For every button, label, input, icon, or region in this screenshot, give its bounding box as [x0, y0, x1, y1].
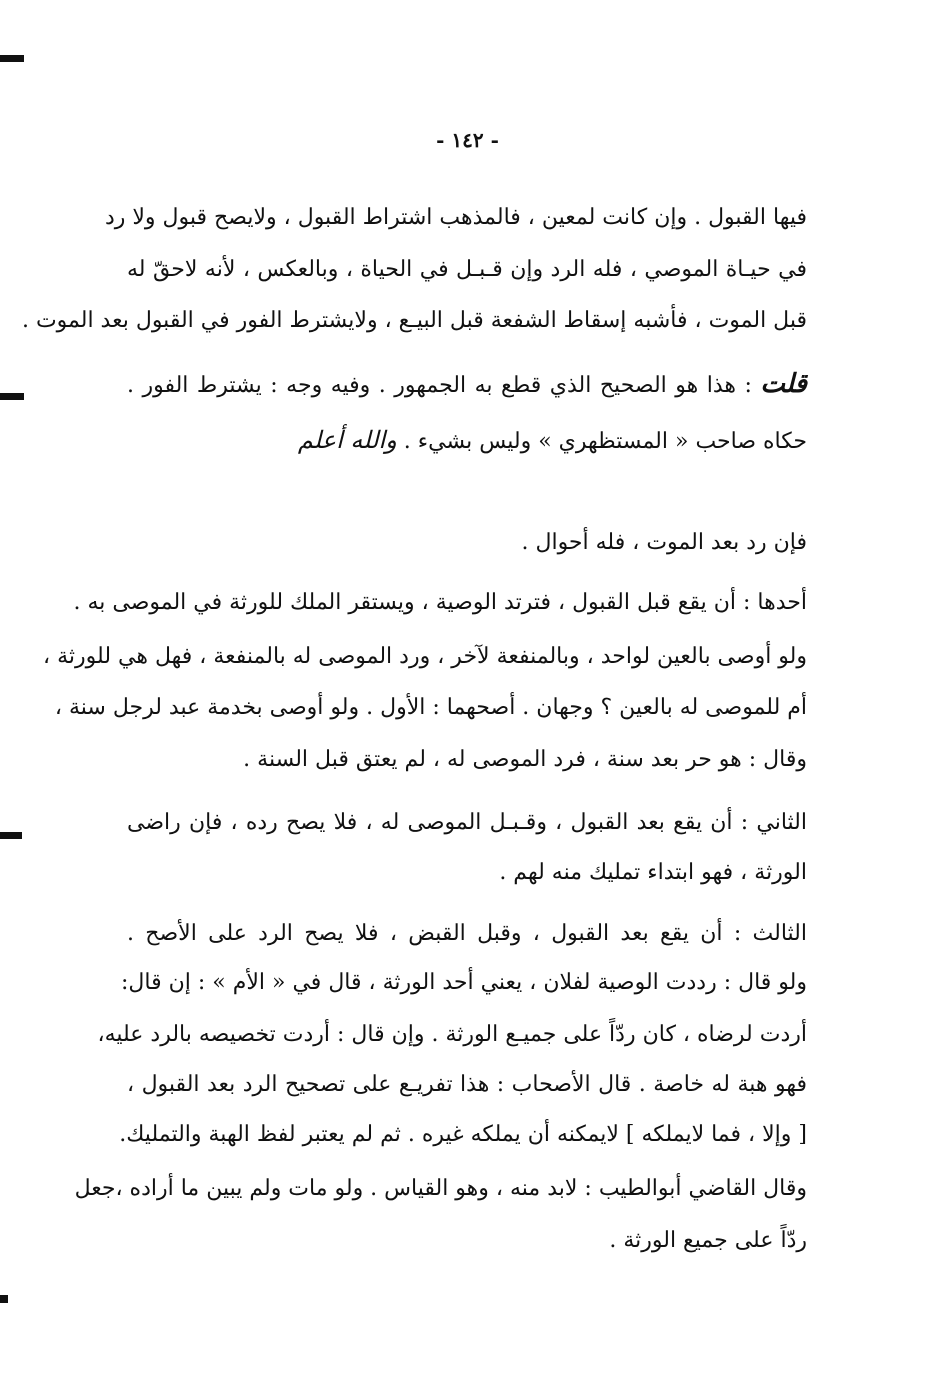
text-line: أردت لرضاه ، كان ردّاً على جميـع الورثة . وإن قال : أردت تخصيصه بالرد عليه، [97, 1022, 807, 1047]
binding-mark [0, 393, 24, 400]
text-line [127, 425, 807, 457]
text-line: [ وإلا ، فما لايملكه ] لايمكنه أن يملكه غيره . ثم لم يعتبر لفظ الهبة والتمليك. [119, 1122, 807, 1147]
text-line: أم للموصى له بالعين ؟ وجهان . أصحهما : الأول . ولو أوصى بخدمة عبد لرجل سنة ، [54, 695, 807, 720]
text-line: ولو قال : رددت الوصية لفلان ، يعني أحد الورثة ، قال في « الأم » : إن قال: [121, 970, 807, 995]
text-line: ولو أوصى بالعين لواحد ، وبالمنفعة لآخر ، ورد الموصى له بالمنفعة ، فهل هي للورثة ، [43, 644, 807, 669]
text-line: في حيـاة الموصي ، فله الرد وإن قـبـل في الحياة ، وبالعكس ، لأنه لاحقّ له [127, 257, 807, 282]
text-line: وقال القاضي أبوالطيب : لابد منه ، وهو القياس . ولو مات ولم يبين ما أراده ،جعل [74, 1176, 807, 1201]
page-number: - ١٤٢ - [436, 128, 499, 152]
text-line: الثالث : أن يقع بعد القبول ، وقبل القبض ، فلا يصح الرد على الأصح . [127, 921, 807, 946]
text-span: حكاه صاحب « المستظهري » وليس بشيء . [403, 429, 807, 454]
text-line: ردّاً على جميع الورثة . [609, 1228, 807, 1253]
binding-mark [0, 1295, 8, 1303]
text-line: الورثة ، فهو ابتداء تمليك منه لهم . [499, 860, 807, 885]
binding-mark [0, 55, 24, 62]
closing-phrase: والله أعلم [297, 426, 397, 454]
text-span: : هذا هو الصحيح الذي قطع به الجمهور . وفيه وجه : يشترط الفور . [127, 373, 752, 398]
text-line: قبل الموت ، فأشبه إسقاط الشفعة قبل البيـع ، ولايشترط الفور في القبول بعد الموت . [21, 308, 807, 333]
text-line: فإن رد بعد الموت ، فله أحوال . [521, 530, 807, 555]
text-line: وقال : هو حر بعد سنة ، فرد الموصى له ، لم يعتق قبل السنة . [243, 747, 807, 772]
text-line: أحدها : أن يقع قبل القبول ، فترتد الوصية ، ويستقر الملك للورثة في الموصى به . [73, 590, 807, 615]
text-line: فهو هبة له خاصة . قال الأصحاب : هذا تفريـع على تصحيح الرد بعد القبول ، [127, 1072, 807, 1097]
text-line: الثاني : أن يقع بعد القبول ، وقـبـل الموصى له ، فلا يصح رده ، فإن راضى [127, 810, 807, 835]
qultu-heading: قلت [760, 369, 807, 399]
text-line [127, 369, 807, 401]
binding-mark [0, 832, 22, 839]
text-line: فيها القبول . وإن كانت لمعين ، فالمذهب اشتراط القبول ، ولايصح قبول ولا رد [104, 205, 807, 230]
